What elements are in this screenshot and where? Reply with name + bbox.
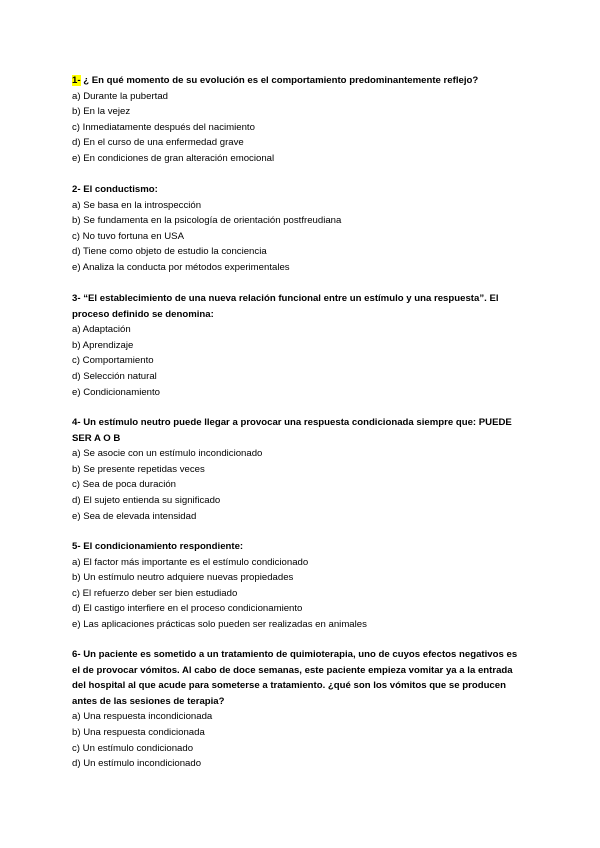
question-title: 4- Un estímulo neutro puede llegar a provocar una respuesta condicionada siempre que: PUEDE: [72, 417, 512, 428]
answer-option: a) El factor más importante es el estímulo condicionado: [72, 556, 309, 568]
question-title-continued: el de provocar vómitos. Al cabo de doce semanas, este paciente empieza vomitar ya a la entrada: [72, 664, 513, 676]
question-title: 3- “El establecimiento de una nueva relación funcional entre un estímulo y una respuesta”. El: [72, 293, 499, 304]
answer-option: b) Un estímulo neutro adquiere nuevas propiedades: [72, 572, 294, 584]
answer-option: c) Un estímulo condicionado: [72, 742, 194, 754]
answer-option: c) Sea de poca duración: [72, 479, 176, 491]
question-title: 6- Un paciente es sometido a un tratamiento de quimioterapia, uno de cuyos efectos negativos es: [72, 649, 518, 660]
answer-option: d) Selección natural: [72, 370, 157, 382]
question-number: 3-: [72, 293, 81, 304]
answer-option: c) No tuvo fortuna en USA: [72, 230, 184, 242]
answer-option: e) Sea de elevada intensidad: [72, 510, 197, 522]
answer-option: a) Se asocie con un estímulo incondicionado: [72, 448, 263, 460]
answer-option: d) El sujeto entienda su significado: [72, 494, 221, 506]
question-5: [72, 539, 532, 633]
question-4: [72, 415, 532, 524]
question-title-continued: SER A O B: [72, 432, 121, 444]
question-6: [72, 647, 532, 772]
question-title-continued: del hospital al que acude para someterse a tratamiento. ¿qué son los vómitos que se producen: [72, 680, 506, 692]
question-title: 1- ¿ En qué momento de su evolución es el comportamiento predominantemente reflejo?: [72, 75, 479, 86]
answer-option: e) Las aplicaciones prácticas solo pueden ser realizadas en animales: [72, 618, 367, 630]
answer-option: d) Un estímulo incondicionado: [72, 758, 202, 770]
question-title: 2- El conductismo:: [72, 184, 158, 195]
answer-option: c) Inmediatamente después del nacimiento: [72, 121, 255, 133]
question-number: 5-: [72, 541, 81, 552]
answer-option: a) Adaptación: [72, 324, 131, 336]
answer-option: b) Se fundamenta en la psicología de orientación postfreudiana: [72, 215, 342, 227]
question-number: 4-: [72, 417, 81, 428]
question-title-continued: proceso definido se denomina:: [72, 308, 214, 320]
answer-option: e) Condicionamiento: [72, 386, 160, 398]
question-number: 6-: [72, 649, 81, 660]
answer-option: d) En el curso de una enfermedad grave: [72, 137, 244, 149]
answer-option: b) Aprendizaje: [72, 339, 134, 351]
question-title-continued: antes de las sesiones de terapia?: [72, 695, 225, 707]
question-3: [72, 291, 532, 400]
question-1: [72, 73, 532, 167]
answer-option: c) El refuerzo deber ser bien estudiado: [72, 587, 238, 599]
answer-option: b) En la vejez: [72, 106, 131, 118]
answer-option: a) Se basa en la introspección: [72, 199, 202, 211]
answer-option: a) Durante la pubertad: [72, 90, 168, 102]
answer-option: e) En condiciones de gran alteración emocional: [72, 152, 275, 164]
question-number: 1-: [72, 75, 81, 86]
answer-option: b) Se presente repetidas veces: [72, 463, 205, 475]
answer-option: b) Una respuesta condicionada: [72, 726, 205, 738]
answer-option: c) Comportamiento: [72, 355, 154, 367]
answer-option: a) Una respuesta incondicionada: [72, 711, 213, 723]
answer-option: d) El castigo interfiere en el proceso condicionamiento: [72, 603, 303, 615]
question-number: 2-: [72, 184, 81, 195]
question-2: [72, 182, 532, 276]
question-title: 5- El condicionamiento respondiente:: [72, 541, 244, 552]
answer-option: d) Tiene como objeto de estudio la conciencia: [72, 246, 267, 258]
answer-option: e) Analiza la conducta por métodos experimentales: [72, 261, 290, 273]
